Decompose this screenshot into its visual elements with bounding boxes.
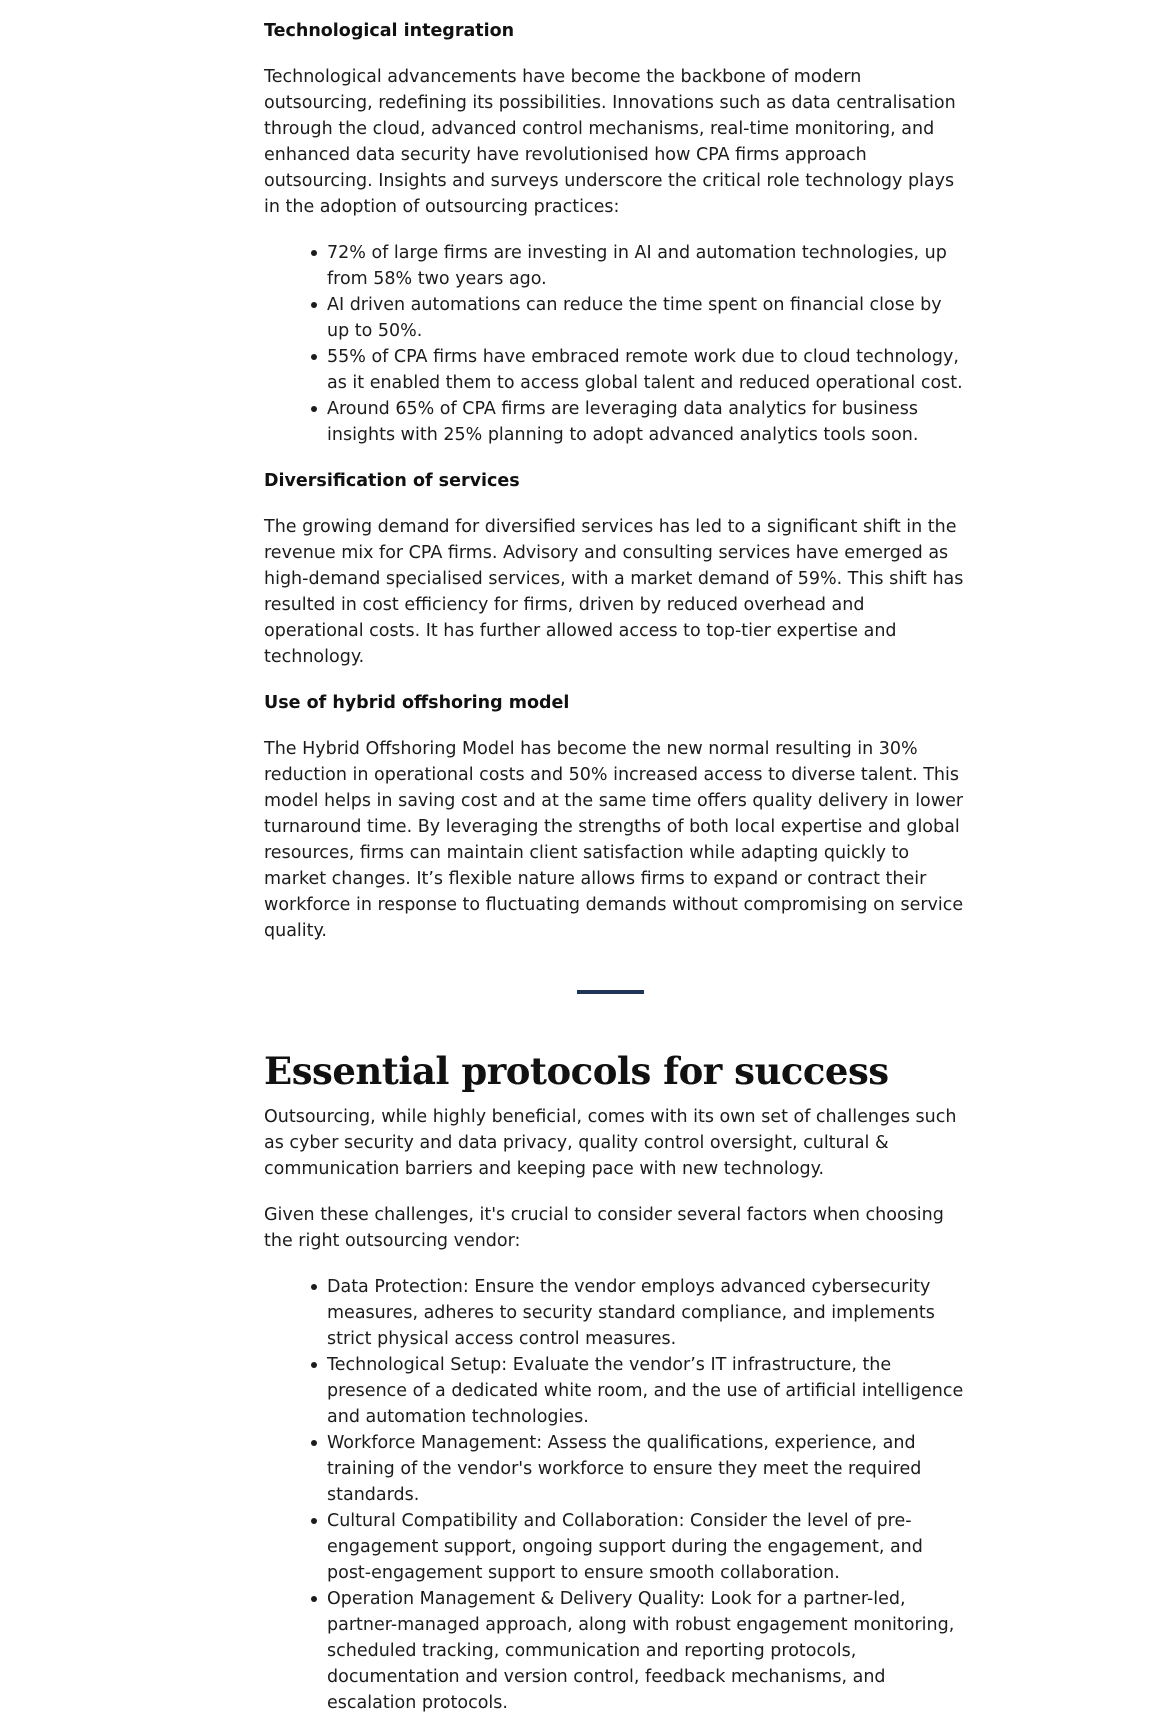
bullet-icon <box>311 1596 317 1602</box>
diversification-heading: Diversification of services <box>264 471 520 491</box>
vendor-factors-list <box>264 1274 964 1716</box>
protocols-lead-paragraph: Given these challenges, it's crucial to consider several factors when choosing the right outsourcing vendor: <box>264 1205 944 1251</box>
bullet-icon <box>311 1440 317 1446</box>
list-item: 55% of CPA firms have embraced remote work due to cloud technology, as it enabled them to access global talent and reduced operational cost. <box>327 344 964 396</box>
tech-stats-list <box>264 240 964 448</box>
tech-integration-paragraph: Technological advancements have become the backbone of modern outsourcing, redefining its possibilities. Innovations such as data centralisation through the cloud, advanced control mechanisms, real-time monitoring, and enhanced data security have revolutionised how CPA firms approach outsourcing. Insights and surveys underscore the critical role technology plays in the adoption of outsourcing practices: <box>264 67 956 217</box>
protocols-intro-paragraph: Outsourcing, while highly beneficial, comes with its own set of challenges such as cyber security and data privacy, quality control oversight, cultural & communication barriers and keeping pace with new technology. <box>264 1107 957 1179</box>
bullet-icon <box>311 250 317 256</box>
bullet-icon <box>311 354 317 360</box>
article-body <box>264 18 964 1736</box>
list-item: Operation Management & Delivery Quality: Look for a partner-led, partner-managed approach, along with robust engagement monitoring, scheduled tracking, communication and reporting protocols, documentation and version control, feedback mechanisms, and escalation protocols. <box>327 1586 964 1716</box>
bullet-icon <box>311 302 317 308</box>
list-item: Data Protection: Ensure the vendor employs advanced cybersecurity measures, adheres to security standard compliance, and implements strict physical access control measures. <box>327 1274 964 1352</box>
list-item: Technological Setup: Evaluate the vendor’s IT infrastructure, the presence of a dedicated white room, and the use of artificial intelligence and automation technologies. <box>327 1352 964 1430</box>
list-item: Workforce Management: Assess the qualifications, experience, and training of the vendor's workforce to ensure they meet the required standards. <box>327 1430 964 1508</box>
diversification-paragraph: The growing demand for diversified services has led to a significant shift in the revenue mix for CPA firms. Advisory and consulting services have emerged as high-demand specialised services, with a market demand of 59%. This shift has resulted in cost efficiency for firms, driven by reduced overhead and operational costs. It has further allowed access to top-tier expertise and technology. <box>264 517 964 667</box>
bullet-icon <box>311 1362 317 1368</box>
hybrid-offshoring-heading: Use of hybrid offshoring model <box>264 693 570 713</box>
section-divider <box>577 990 644 994</box>
hybrid-offshoring-paragraph: The Hybrid Offshoring Model has become the new normal resulting in 30% reduction in operational costs and 50% increased access to diverse talent. This model helps in saving cost and at the same time offers quality delivery in lower turnaround time. By leveraging the strengths of both local expertise and global resources, firms can maintain client satisfaction while adapting quickly to market changes. It’s flexible nature allows firms to expand or contract their workforce in response to fluctuating demands without compromising on service quality. <box>264 739 964 941</box>
protocols-heading: Essential protocols for success <box>264 1049 889 1093</box>
list-item: Around 65% of CPA firms are leveraging data analytics for business insights with 25% planning to adopt advanced analytics tools soon. <box>327 396 964 448</box>
bullet-icon <box>311 1284 317 1290</box>
list-item: 72% of large firms are investing in AI and automation technologies, up from 58% two years ago. <box>327 240 964 292</box>
list-item: Cultural Compatibility and Collaboration: Consider the level of pre-engagement support, ongoing support during the engagement, and post-engagement support to ensure smooth collaboration. <box>327 1508 964 1586</box>
bullet-icon <box>311 1518 317 1524</box>
bullet-icon <box>311 406 317 412</box>
tech-integration-heading: Technological integration <box>264 21 515 41</box>
list-item: AI driven automations can reduce the time spent on financial close by up to 50%. <box>327 292 964 344</box>
